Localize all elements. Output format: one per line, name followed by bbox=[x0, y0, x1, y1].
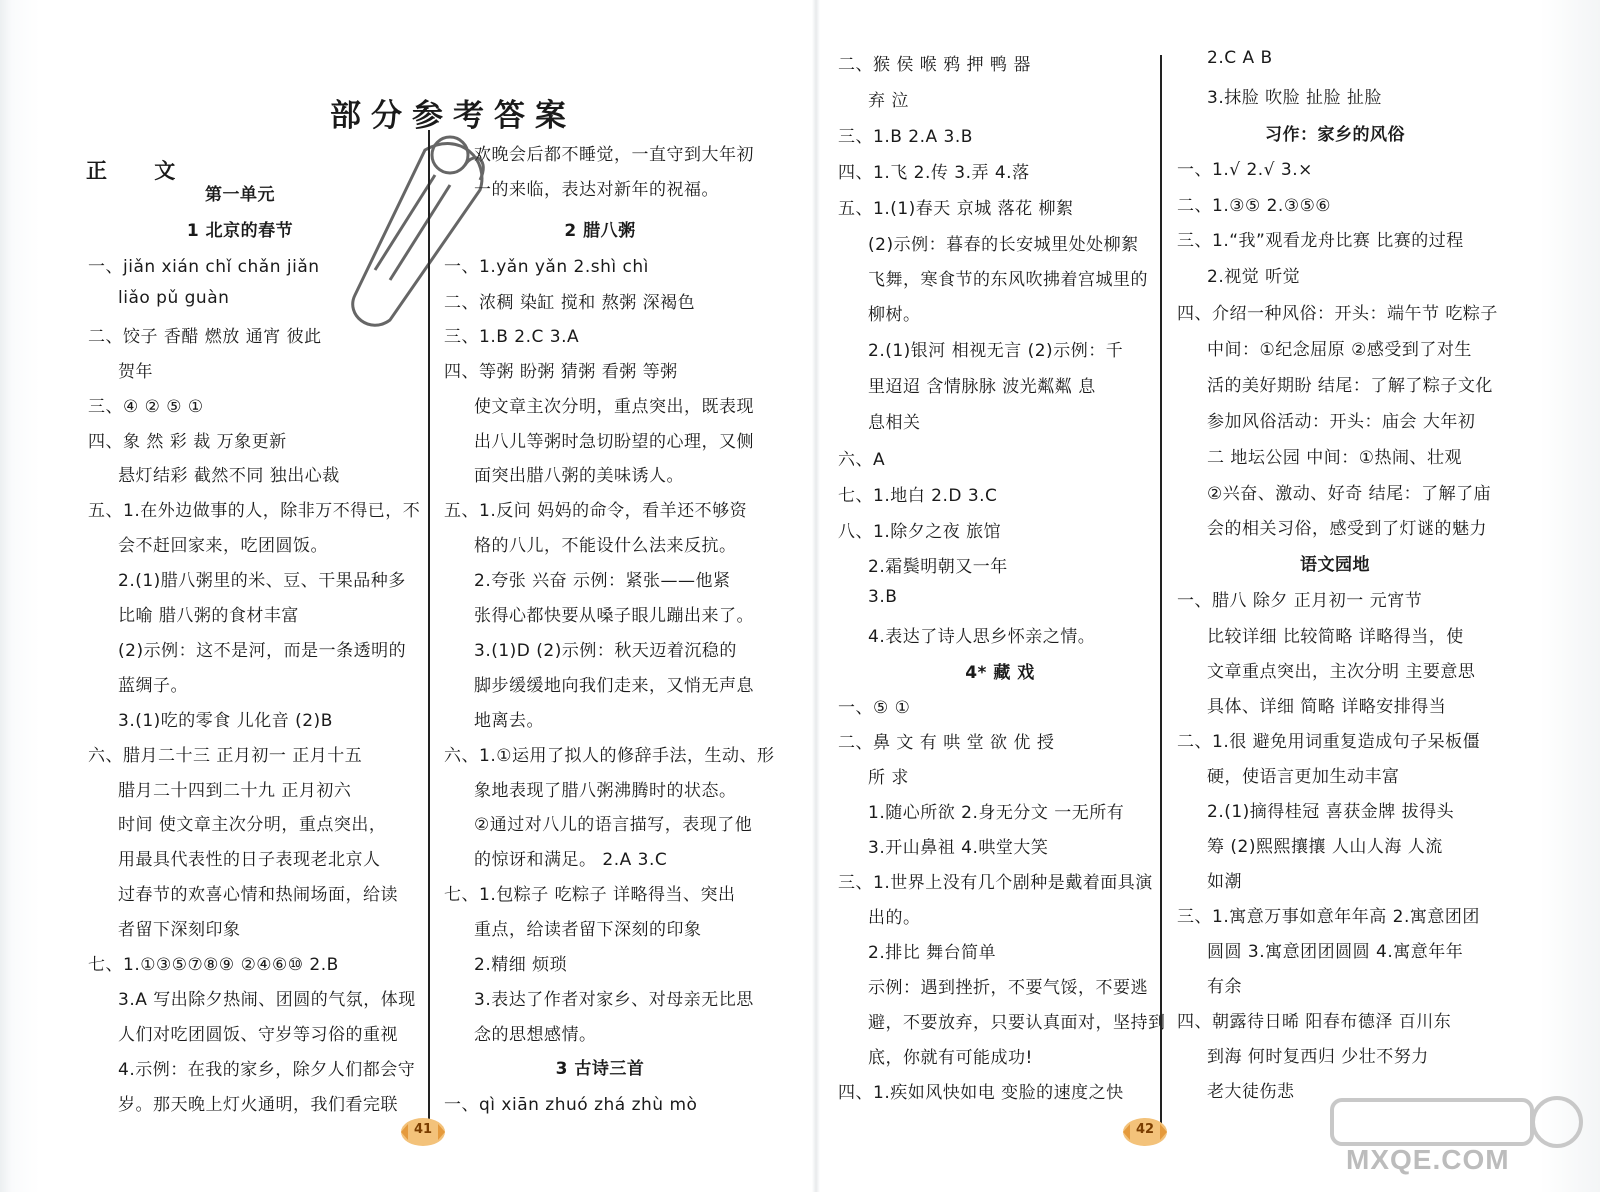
answer-line: 地离去。 bbox=[474, 711, 544, 731]
answer-line: 的惊讶和满足。 2.A 3.C bbox=[474, 850, 668, 870]
answer-line: 重点，给读者留下深刻的印象 bbox=[474, 920, 702, 940]
answer-line: (2)示例：暮春的长安城里处处柳絮 bbox=[868, 235, 1139, 255]
answer-line: 所 求 bbox=[868, 768, 909, 788]
answer-line: 二 地坛公园 中间：①热闹、壮观 bbox=[1207, 448, 1463, 468]
answer-line: 3.开山鼻祖 4.哄堂大笑 bbox=[868, 838, 1049, 858]
answer-line: 筹 (2)熙熙攘攘 人山人海 人流 bbox=[1207, 837, 1443, 857]
answer-line: 3.抹脸 吹脸 扯脸 扯脸 bbox=[1207, 88, 1382, 108]
column-divider bbox=[1160, 55, 1162, 1130]
answer-line: 2.(1)摘得桂冠 喜获金牌 拔得头 bbox=[1207, 802, 1455, 822]
answer-line: 示例：遇到挫折，不要气馁，不要逃 bbox=[868, 978, 1148, 998]
answer-line: 三、1.寓意万事如意年年高 2.寓意团团 bbox=[1177, 907, 1480, 927]
answer-line: 欢晚会后都不睡觉，一直守到大年初 bbox=[474, 145, 754, 165]
answer-line: 到海 何时复西归 少壮不努力 bbox=[1207, 1047, 1429, 1067]
answer-line: 人们对吃团圆饭、守岁等习俗的重视 bbox=[118, 1025, 398, 1045]
answer-line: 老大徒伤悲 bbox=[1207, 1082, 1295, 1102]
answer-line: 过春节的欢喜心情和热闹场面，给读 bbox=[118, 885, 398, 905]
answer-line: 二、浓稠 染缸 搅和 熬粥 深褐色 bbox=[444, 293, 696, 313]
lesson-heading: 2 腊八粥 bbox=[564, 221, 636, 241]
answer-line: 比喻 腊八粥的食材丰富 bbox=[118, 606, 299, 626]
answer-line: 六、1.①运用了拟人的修辞手法，生动、形 bbox=[444, 746, 775, 766]
answer-line: 用最具代表性的日子表现老北京人 bbox=[118, 850, 381, 870]
answer-line: 一的来临，表达对新年的祝福。 bbox=[474, 180, 719, 200]
answer-line: 出的。 bbox=[868, 908, 921, 928]
answer-line: 4.表达了诗人思乡怀亲之情。 bbox=[868, 627, 1096, 647]
answer-line: 格的八儿，不能设什么法来反抗。 bbox=[474, 536, 737, 556]
answer-line: 七、1.①③⑤⑦⑧⑨ ②④⑥⑩ 2.B bbox=[88, 955, 339, 975]
page-number-right: 42 bbox=[1120, 1112, 1170, 1152]
answer-line: 息相关 bbox=[868, 413, 921, 433]
answer-line: 避，不要放弃，只要认真面对，坚持到 bbox=[868, 1013, 1166, 1033]
answer-line: 五、1.(1)春天 京城 落花 柳絮 bbox=[838, 199, 1074, 219]
answer-line: 悬灯结彩 截然不同 独出心裁 bbox=[118, 466, 340, 486]
answer-line: 蓝绸子。 bbox=[118, 676, 188, 696]
answer-line: 七、1.包粽子 吃粽子 详略得当、突出 bbox=[444, 885, 736, 905]
lesson-heading: 语文园地 bbox=[1300, 555, 1370, 575]
answer-line: 会不赶回家来，吃团圆饭。 bbox=[118, 536, 328, 556]
answer-line: ②通过对八儿的语言描写，表现了他 bbox=[474, 815, 753, 835]
answer-line: 二、1.很 避免用词重复造成句子呆板僵 bbox=[1177, 732, 1481, 752]
answer-line: 出八儿等粥时急切盼望的心理，又侧 bbox=[474, 432, 754, 452]
answer-line: 一、1.√ 2.√ 3.× bbox=[1177, 160, 1313, 180]
answer-line: 3.(1)吃的零食 儿化音 (2)B bbox=[118, 711, 333, 731]
answer-line: 文章重点突出，主次分明 主要意思 bbox=[1207, 662, 1476, 682]
answer-line: 具体、详细 简略 详略安排得当 bbox=[1207, 697, 1447, 717]
answer-line: 2.C A B bbox=[1207, 48, 1273, 68]
answer-line: 二、饺子 香醋 燃放 通宵 彼此 bbox=[88, 327, 322, 347]
answer-line: 中间：①纪念屈原 ②感受到了对生 bbox=[1207, 340, 1472, 360]
answer-line: 一、qì xiān zhuó zhá zhù mò bbox=[444, 1095, 698, 1115]
answer-line: 三、1.B 2.A 3.B bbox=[838, 127, 973, 147]
lesson-heading: 习作：家乡的风俗 bbox=[1265, 125, 1405, 145]
answer-line: 3.B bbox=[868, 587, 898, 607]
column-divider bbox=[428, 130, 430, 1130]
answer-line: 底，你就有可能成功! bbox=[868, 1048, 1033, 1068]
answer-line: 2.(1)腊八粥里的米、豆、干果品种多 bbox=[118, 571, 406, 591]
watermark-logo-icon bbox=[1312, 1092, 1592, 1152]
answer-line: 2.霜鬓明朝又一年 bbox=[868, 557, 1008, 577]
answer-line: 比较详细 比较简略 详略得当，使 bbox=[1207, 627, 1464, 647]
answer-line: 弃 泣 bbox=[868, 91, 909, 111]
answer-line: 2.视觉 听觉 bbox=[1207, 267, 1301, 287]
answer-line: 四、等粥 盼粥 猜粥 看粥 等粥 bbox=[444, 362, 678, 382]
answer-line: 一、jiǎn xián chǐ chǎn jiǎn bbox=[88, 257, 320, 277]
answer-line: 一、1.yǎn yǎn 2.shì chì bbox=[444, 257, 649, 277]
answer-line: 4.示例：在我的家乡，除夕人们都会守 bbox=[118, 1060, 416, 1080]
answer-line: 里迢迢 含情脉脉 波光粼粼 息 bbox=[868, 377, 1096, 397]
answer-line: 如潮 bbox=[1207, 872, 1242, 892]
answer-line: 脚步缓缓地向我们走来，又悄无声息 bbox=[474, 676, 754, 696]
lesson-heading: 1 北京的春节 bbox=[186, 221, 294, 241]
answer-line: liǎo pǔ guàn bbox=[118, 288, 230, 308]
answer-line: 八、1.除夕之夜 旅馆 bbox=[838, 522, 1002, 542]
answer-line: 2.(1)银河 相视无言 (2)示例：千 bbox=[868, 341, 1124, 361]
answer-line: 五、1.反问 妈妈的命令，看羊还不够资 bbox=[444, 501, 748, 521]
answer-line: 2.夸张 兴奋 示例：紧张——他紧 bbox=[474, 571, 731, 591]
answer-line: 参加风俗活动：开头：庙会 大年初 bbox=[1207, 412, 1476, 432]
answer-line: 四、1.疾如风快如电 变脸的速度之快 bbox=[838, 1083, 1124, 1103]
answer-line: 者留下深刻印象 bbox=[118, 920, 241, 940]
book-gutter bbox=[812, 0, 820, 1192]
answer-line: 二、鼻 文 有 哄 堂 欲 优 授 bbox=[838, 733, 1055, 753]
answer-line: 岁。那天晚上灯火通明，我们看完联 bbox=[118, 1095, 398, 1115]
answer-line: 圆圆 3.寓意团团圆圆 4.寓意年年 bbox=[1207, 942, 1464, 962]
answer-line: 3.表达了作者对家乡、对母亲无比思 bbox=[474, 990, 754, 1010]
answer-line: 四、1.飞 2.传 3.弄 4.落 bbox=[838, 163, 1030, 183]
answer-line: 六、腊月二十三 正月初一 正月十五 bbox=[88, 746, 363, 766]
answer-line: 贺年 bbox=[118, 362, 153, 382]
answer-line: 象地表现了腊八粥沸腾时的状态。 bbox=[474, 781, 737, 801]
answer-line: 三、④ ② ⑤ ① bbox=[88, 397, 204, 417]
answer-line: 柳树。 bbox=[868, 305, 921, 325]
answer-line: 四、朝露待日晞 阳春布德泽 百川东 bbox=[1177, 1012, 1452, 1032]
answer-line: 2.排比 舞台简单 bbox=[868, 943, 997, 963]
answer-line: 七、1.地白 2.D 3.C bbox=[838, 486, 998, 506]
lesson-heading: 第一单元 bbox=[205, 185, 275, 205]
answer-line: 五、1.在外边做事的人，除非万不得已，不 bbox=[88, 501, 421, 521]
lesson-heading: 3 古诗三首 bbox=[555, 1059, 645, 1079]
answer-line: 硬，使语言更加生动丰富 bbox=[1207, 767, 1400, 787]
answer-line: 2.精细 烦琐 bbox=[474, 955, 568, 975]
answer-line: 四、介绍一种风俗：开头：端午节 吃粽子 bbox=[1177, 304, 1498, 324]
answer-line: 一、腊八 除夕 正月初一 元宵节 bbox=[1177, 591, 1423, 611]
answer-line: 时间 使文章主次分明，重点突出， bbox=[118, 815, 387, 835]
answer-line: 念的思想感情。 bbox=[474, 1025, 597, 1045]
answer-line: 活的美好期盼 结尾：了解了粽子文化 bbox=[1207, 376, 1493, 396]
page-title: 部分参考答案 bbox=[330, 98, 576, 134]
answer-line: 会的相关习俗，感受到了灯谜的魅力 bbox=[1207, 519, 1487, 539]
answer-line: ②兴奋、激动、好奇 结尾：了解了庙 bbox=[1207, 484, 1492, 504]
answer-line: 3.(1)D (2)示例：秋天迈着沉稳的 bbox=[474, 641, 737, 661]
lesson-heading: 4* 藏 戏 bbox=[965, 663, 1035, 683]
answer-line: 一、⑤ ① bbox=[838, 698, 911, 718]
section-heading: 正 文 bbox=[86, 158, 196, 183]
answer-line: 3.A 写出除夕热闹、团圆的气氛，体现 bbox=[118, 990, 416, 1010]
answer-line: 二、猴 侯 喉 鸦 押 鸭 器 bbox=[838, 55, 1031, 75]
site-watermark: MXQE.COM bbox=[1312, 1092, 1592, 1188]
answer-line: 六、A bbox=[838, 450, 886, 470]
answer-line: (2)示例：这不是河，而是一条透明的 bbox=[118, 641, 407, 661]
answer-line: 面突出腊八粥的美味诱人。 bbox=[474, 466, 684, 486]
answer-line: 有余 bbox=[1207, 977, 1242, 997]
answer-line: 使文章主次分明，重点突出，既表现 bbox=[474, 397, 754, 417]
page-number-left: 41 bbox=[398, 1112, 448, 1152]
answer-line: 张得心都快要从嗓子眼儿蹦出来了。 bbox=[474, 606, 754, 626]
answer-line: 飞舞，寒食节的东风吹拂着宫城里的 bbox=[868, 270, 1148, 290]
answer-line: 二、1.③⑤ 2.③⑤⑥ bbox=[1177, 196, 1332, 216]
answer-line: 三、1.世界上没有几个剧种是戴着面具演 bbox=[838, 873, 1153, 893]
answer-line: 1.随心所欲 2.身无分文 一无所有 bbox=[868, 803, 1125, 823]
answer-line: 三、1.“我”观看龙舟比赛 比赛的过程 bbox=[1177, 231, 1464, 251]
answer-line: 四、象 然 彩 裁 万象更新 bbox=[88, 432, 287, 452]
answer-line: 三、1.B 2.C 3.A bbox=[444, 327, 580, 347]
answer-line: 腊月二十四到二十九 正月初六 bbox=[118, 781, 352, 801]
